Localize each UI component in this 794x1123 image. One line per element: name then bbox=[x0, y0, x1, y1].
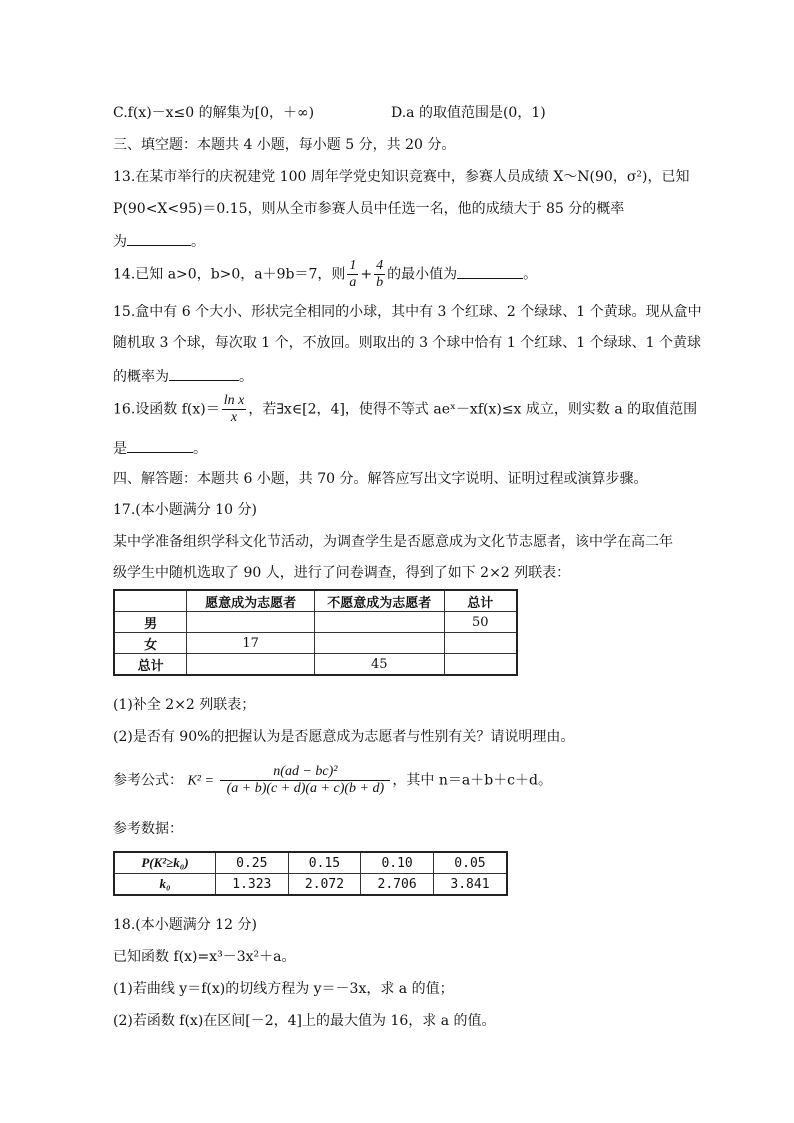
chi-square-fraction: $\frac{\text{n(ad − bc)²}}{(a + b)(c + d)(a + c)(b + d)}$ bbox=[220, 764, 390, 797]
contingency-table bbox=[113, 589, 518, 676]
table-header-cell: 总计 bbox=[444, 590, 517, 612]
table-cell: 3.841 bbox=[433, 874, 507, 896]
table-cell: 0.05 bbox=[433, 852, 507, 874]
table-cell: 50 bbox=[444, 612, 517, 633]
section-3-heading: 三、填空题：本题共 4 小题，每小题 5 分，共 20 分。 bbox=[113, 137, 456, 153]
q14: 14.已知 a>0，b>0，a＋9b＝7，则 $\frac{1}{a}$ + $\frac{4}{b}$ 的最小值为 。 bbox=[113, 258, 538, 290]
q18-line1: 已知函数 f(x)=x³－3x²＋a。 bbox=[113, 949, 296, 965]
reference-data-table bbox=[113, 851, 508, 896]
table-cell: 17 bbox=[187, 633, 315, 654]
table-header-row bbox=[114, 590, 517, 612]
q15-line2: 随机取 3 个球，每次取 1 个，不放回。则取出的 3 个球中恰有 1 个红球、1 个绿球、1 个黄球 bbox=[113, 335, 701, 351]
table-row bbox=[114, 633, 517, 654]
q13-line1: 13.在某市举行的庆祝建党 100 周年学党史知识竞赛中，参赛人员成绩 X～N(90，σ²)，已知 bbox=[113, 169, 690, 185]
table-cell: 0.10 bbox=[361, 852, 434, 874]
q18-heading: 18.(本小题满分 12 分) bbox=[113, 917, 257, 933]
q18-part2: (2)若函数 f(x)在区间[－2，4]上的最大值为 16，求 a 的值。 bbox=[113, 1013, 496, 1029]
q13-line3: 为 。 bbox=[113, 231, 205, 251]
table-cell bbox=[114, 590, 187, 612]
table-cell: 45 bbox=[314, 654, 444, 676]
q17-part1: (1)补全 2×2 列联表； bbox=[113, 697, 256, 713]
table-row bbox=[114, 874, 507, 896]
option-d: D.a 的取值范围是(0，1) bbox=[391, 105, 546, 121]
table-cell: 2.706 bbox=[361, 874, 434, 896]
table-header-cell: k₀ bbox=[114, 874, 216, 896]
fraction-4-over-b: $\frac{4}{b}$ bbox=[376, 258, 384, 290]
table-cell bbox=[314, 633, 444, 654]
table-row bbox=[114, 612, 517, 633]
table-header-cell: 不愿意成为志愿者 bbox=[314, 590, 444, 612]
answer-blank[interactable] bbox=[169, 366, 239, 381]
table-header-cell: P(K²≥k₀) bbox=[114, 852, 216, 874]
q16-line2: 是 。 bbox=[113, 438, 207, 458]
table-cell bbox=[444, 633, 517, 654]
table-cell bbox=[187, 654, 315, 676]
section-4-heading: 四、解答题：本题共 6 小题，共 70 分。解答应写出文字说明、证明过程或演算步骤。 bbox=[113, 471, 648, 487]
table-cell bbox=[314, 612, 444, 633]
fraction-1-over-a: $\frac{1}{a}$ bbox=[349, 258, 357, 290]
q13-line2: P(90<X<95)＝0.15，则从全市参赛人员中任选一名，他的成绩大于 85 分的概率 bbox=[113, 201, 625, 217]
table-cell: 2.072 bbox=[288, 874, 361, 896]
table-cell: 总计 bbox=[114, 654, 187, 676]
q17-heading: 17.(本小题满分 10 分) bbox=[113, 502, 257, 518]
q17-part2: (2)是否有 90%的把握认为是否愿意成为志愿者与性别有关？请说明理由。 bbox=[113, 729, 575, 745]
option-c: C.f(x)－x≤0 的解集为[0，＋∞) bbox=[113, 105, 315, 121]
table-cell bbox=[187, 612, 315, 633]
table-cell: 1.323 bbox=[216, 874, 289, 896]
table-row bbox=[114, 654, 517, 676]
table-cell: 0.25 bbox=[216, 852, 289, 874]
q15-line1: 15.盒中有 6 个大小、形状完全相同的小球，其中有 3 个红球、2 个绿球、1 个黄球。现从盒中 bbox=[113, 304, 702, 320]
table-row bbox=[114, 852, 507, 874]
q16-line1: 16.设函数 f(x)＝ $\frac{\text{ln x}}{x}$ ，若∃x∈[2，4]，使得不等式 aeˣ－xf(x)≤x 成立，则实数 a 的取值范围 bbox=[113, 393, 698, 425]
q15-line3: 的概率为 。 bbox=[113, 366, 253, 386]
q17-line2: 级学生中随机选取了 90 人，进行了问卷调查，得到了如下 2×2 列联表： bbox=[113, 565, 571, 581]
reference-formula: 参考公式： K² = $\frac{\text{n(ad − bc)²}}{(a + b)(c + d)(a + c)(b + d)}$ ，其中 n＝a＋b＋c＋d。 bbox=[113, 764, 552, 796]
table-cell bbox=[444, 654, 517, 676]
table-cell: 0.15 bbox=[288, 852, 361, 874]
answer-blank[interactable] bbox=[127, 438, 193, 453]
table-cell: 男 bbox=[114, 612, 187, 633]
q18-part1: (1)若曲线 y＝f(x)的切线方程为 y＝－3x，求 a 的值； bbox=[113, 981, 454, 997]
reference-data-label: 参考数据： bbox=[113, 821, 183, 837]
q17-line1: 某中学准备组织学科文化节活动，为调查学生是否愿意成为文化节志愿者，该中学在高二年 bbox=[113, 534, 673, 550]
table-cell: 女 bbox=[114, 633, 187, 654]
fraction-lnx-over-x: $\frac{\text{ln x}}{x}$ bbox=[223, 393, 245, 425]
table-header-cell: 愿意成为志愿者 bbox=[187, 590, 315, 612]
answer-blank[interactable] bbox=[127, 231, 191, 246]
answer-blank[interactable] bbox=[457, 264, 523, 279]
